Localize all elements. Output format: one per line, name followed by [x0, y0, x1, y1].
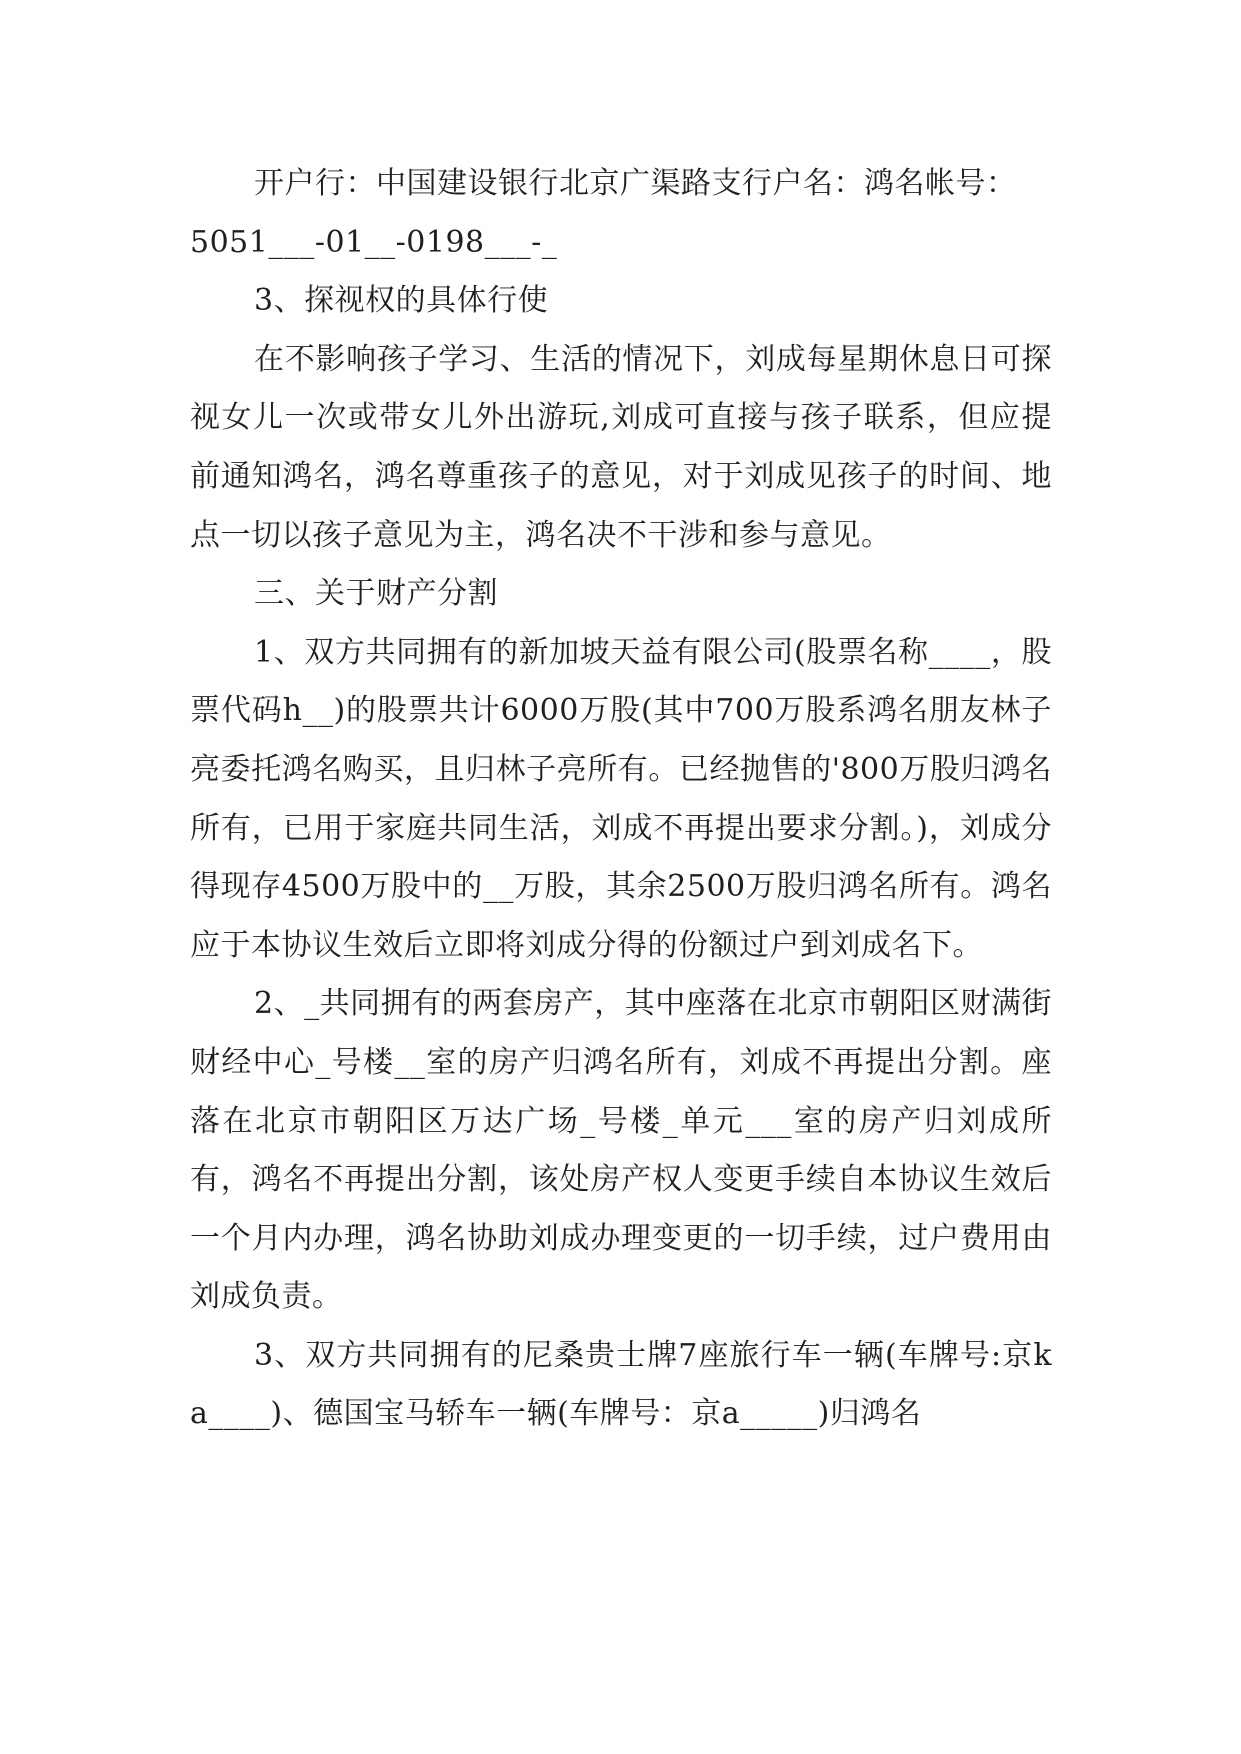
paragraph-visitation: 在不影响孩子学习、生活的情况下，刘成每星期休息日可探视女儿一次或带女儿外出游玩,刘成可直接与孩子联系，但应提前通知鸿名，鸿名尊重孩子的意见，对于刘成见孩子的时间、地点一切以孩子意见为主，鸿名决不干涉和参与意见。: [190, 341, 1052, 553]
section-heading-property: 三、关于财产分割: [254, 576, 498, 612]
paragraph-stocks: 1、双方共同拥有的新加坡天益有限公司(股票名称____，股票代码h__)的股票共计6000万股(其中700万股系鸿名朋友林子亮委托鸿名购买，且归林子亮所有。已经抛售的'800万股归鸿名所有，已用于家庭共同生活，刘成不再提出要求分割。)，刘成分得现存4500万股中的__万股，其余2500万股归鸿名所有。鸿名应于本协议生效后立即将刘成分得的份额过户到刘成名下。: [190, 634, 1052, 963]
document-body: [190, 155, 1052, 1444]
bank-account-line: 开户行：中国建设银行北京广渠路支行户名：鸿名帐号：: [254, 166, 1017, 201]
paragraph-real-estate: 2、_共同拥有的两套房产，其中座落在北京市朝阳区财满街财经中心_号楼__室的房产归鸿名所有，刘成不再提出分割。座落在北京市朝阳区万达广场_号楼_单元___室的房产归刘成所有，鸿名不再提出分割，该处房产权人变更手续自本协议生效后一个月内办理，鸿名协助刘成办理变更的一切手续，过户费用由刘成负责。: [190, 986, 1052, 1315]
paragraph-vehicles: 3、双方共同拥有的尼桑贵士牌7座旅行车一辆(车牌号:京ka____)、德国宝马轿车一辆(车牌号：京a_____)归鸿名: [190, 1337, 1052, 1432]
section-heading-visitation: 3、探视权的具体行使: [254, 283, 549, 319]
account-number-line: 5051___-01__-0198___-_: [190, 224, 558, 260]
